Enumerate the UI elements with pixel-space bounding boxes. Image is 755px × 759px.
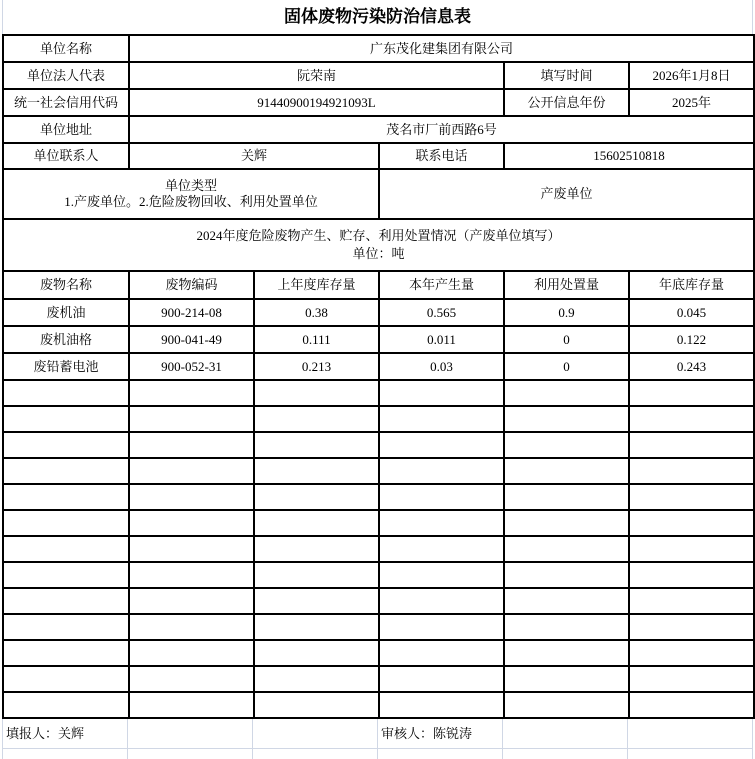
unit-name-value: 广东茂化建集团有限公司 [129,35,754,62]
unit-type-options: 1.产废单位。2.危险废物回收、利用处置单位 [64,194,318,209]
unit-type-cell [3,169,379,219]
empty-cell [3,640,129,666]
empty-cell [379,562,504,588]
unit-type-value: 产废单位 [379,169,754,219]
page-title: 固体废物污染防治信息表 [2,0,753,34]
empty-cell [504,614,629,640]
empty-cell [379,614,504,640]
empty-cell [379,536,504,562]
unit-type-title: 单位类型 [164,178,217,193]
legal-rep-label: 单位法人代表 [3,62,129,89]
table-row [3,62,754,89]
empty-cell [628,719,753,749]
waste-header-section [3,271,754,299]
empty-cell [629,588,754,614]
yearend-stock: 0.243 [629,353,754,380]
table-row [3,219,754,271]
col-header-produced: 本年产生量 [379,271,504,299]
empty-cell [3,510,129,536]
empty-cell [504,510,629,536]
empty-cell [254,692,379,718]
waste-code: 900-214-08 [129,299,254,326]
empty-cell [378,749,503,759]
fill-date-label: 填写时间 [504,62,629,89]
empty-cell [379,588,504,614]
empty-cell [129,484,254,510]
empty-cell [128,719,253,749]
empty-cell [129,432,254,458]
empty-cell [3,536,129,562]
table-row [3,116,754,143]
table-row [3,353,754,380]
contact-value: 关辉 [129,143,379,169]
fill-date-value: 2026年1月8日 [629,62,754,89]
empty-cell [379,510,504,536]
empty-cell [379,692,504,718]
empty-cell [254,380,379,406]
empty-row [3,458,754,484]
empty-cell [503,719,628,749]
contact-label: 单位联系人 [3,143,129,169]
empty-cell [253,749,378,759]
col-header-yearend-stock: 年底库存量 [629,271,754,299]
credit-code-label: 统一社会信用代码 [3,89,129,116]
empty-cell [504,562,629,588]
produced: 0.03 [379,353,504,380]
empty-cell [254,666,379,692]
table-row [3,35,754,62]
empty-cell [379,666,504,692]
empty-cell [254,510,379,536]
empty-cell [629,562,754,588]
empty-cell [379,458,504,484]
empty-cell [129,666,254,692]
info-and-waste-table [2,34,755,719]
waste-code: 900-041-49 [129,326,254,353]
empty-row [3,640,754,666]
empty-cell [129,588,254,614]
yearend-stock: 0.045 [629,299,754,326]
empty-cell [629,536,754,562]
table-row [3,89,754,116]
empty-cell [504,380,629,406]
table-row [3,326,754,353]
waste-name: 废机油 [3,299,129,326]
public-year-label: 公开信息年份 [504,89,629,116]
empty-row [3,510,754,536]
empty-cell [503,749,628,759]
waste-data-section [3,299,754,380]
empty-cell [3,666,129,692]
col-header-waste-name: 废物名称 [3,271,129,299]
empty-cell [379,380,504,406]
preparer-cell: 填报人：关辉 [2,719,128,749]
empty-cell [628,749,753,759]
empty-cell [504,432,629,458]
empty-cell [629,380,754,406]
credit-code-value: 91440900194921093L [129,89,504,116]
produced: 0.565 [379,299,504,326]
waste-name: 废机油格 [3,326,129,353]
empty-row [3,380,754,406]
prev-stock: 0.213 [254,353,379,380]
empty-cell [3,458,129,484]
empty-cell [254,562,379,588]
empty-cell [254,484,379,510]
empty-cell [2,749,128,759]
waste-code: 900-052-31 [129,353,254,380]
empty-cell [504,588,629,614]
empty-cell [3,380,129,406]
empty-cell [504,484,629,510]
section-title: 2024年度危险废物产生、贮存、利用处置情况（产废单位填写） [196,228,561,243]
empty-cell [254,536,379,562]
empty-cell [3,484,129,510]
empty-row [3,614,754,640]
section-header-cell [3,219,754,271]
disposed: 0 [504,353,629,380]
empty-cell [254,640,379,666]
waste-header-row [3,271,754,299]
empty-cell [379,484,504,510]
disposed: 0 [504,326,629,353]
empty-cell [129,510,254,536]
table-row [3,169,754,219]
empty-row [3,536,754,562]
table-row [3,143,754,169]
empty-cell [504,692,629,718]
empty-cell [629,510,754,536]
empty-cell [504,536,629,562]
disposed: 0.9 [504,299,629,326]
empty-cell [129,562,254,588]
empty-cell [629,614,754,640]
empty-cell [629,640,754,666]
address-label: 单位地址 [3,116,129,143]
empty-cell [129,406,254,432]
empty-row [3,562,754,588]
empty-cell [379,406,504,432]
empty-cell [129,692,254,718]
phone-label: 联系电话 [379,143,504,169]
empty-cell [129,458,254,484]
empty-cell [3,588,129,614]
reviewer-cell: 审核人：陈锐涛 [378,719,503,749]
empty-cell [629,458,754,484]
empty-cell [3,406,129,432]
empty-cell [254,458,379,484]
empty-cell [504,458,629,484]
prev-stock: 0.38 [254,299,379,326]
empty-cell [504,666,629,692]
empty-cell [128,749,253,759]
empty-cell [3,692,129,718]
empty-cell [129,380,254,406]
waste-empty-rows [3,380,754,718]
empty-cell [629,432,754,458]
empty-cell [504,640,629,666]
unit-name-label: 单位名称 [3,35,129,62]
empty-row [3,484,754,510]
empty-cell [254,614,379,640]
empty-cell [629,484,754,510]
section-unit-note: 单位：吨 [352,246,405,261]
col-header-disposed: 利用处置量 [504,271,629,299]
unit-info-section [3,35,754,271]
empty-row [3,406,754,432]
empty-cell [129,536,254,562]
table-row [3,299,754,326]
prev-stock: 0.111 [254,326,379,353]
empty-cell [254,588,379,614]
empty-cell [129,614,254,640]
empty-cell [254,406,379,432]
empty-cell [629,406,754,432]
public-year-value: 2025年 [629,89,754,116]
waste-name: 废铅蓄电池 [3,353,129,380]
empty-cell [3,562,129,588]
empty-cell [3,432,129,458]
empty-cell [253,719,378,749]
empty-cell [629,692,754,718]
empty-cell [379,640,504,666]
empty-cell [379,432,504,458]
signature-row [2,719,753,749]
address-value: 茂名市厂前西路6号 [129,116,754,143]
empty-cell [254,432,379,458]
empty-cell [3,614,129,640]
col-header-prev-stock: 上年度库存量 [254,271,379,299]
produced: 0.011 [379,326,504,353]
empty-row [3,588,754,614]
phone-value: 15602510818 [504,143,754,169]
empty-row [3,692,754,718]
col-header-waste-code: 废物编码 [129,271,254,299]
bottom-gridline-strip [2,749,753,759]
legal-rep-value: 阮荣南 [129,62,504,89]
empty-row [3,432,754,458]
empty-cell [504,406,629,432]
empty-cell [129,640,254,666]
yearend-stock: 0.122 [629,326,754,353]
empty-cell [629,666,754,692]
empty-row [3,666,754,692]
